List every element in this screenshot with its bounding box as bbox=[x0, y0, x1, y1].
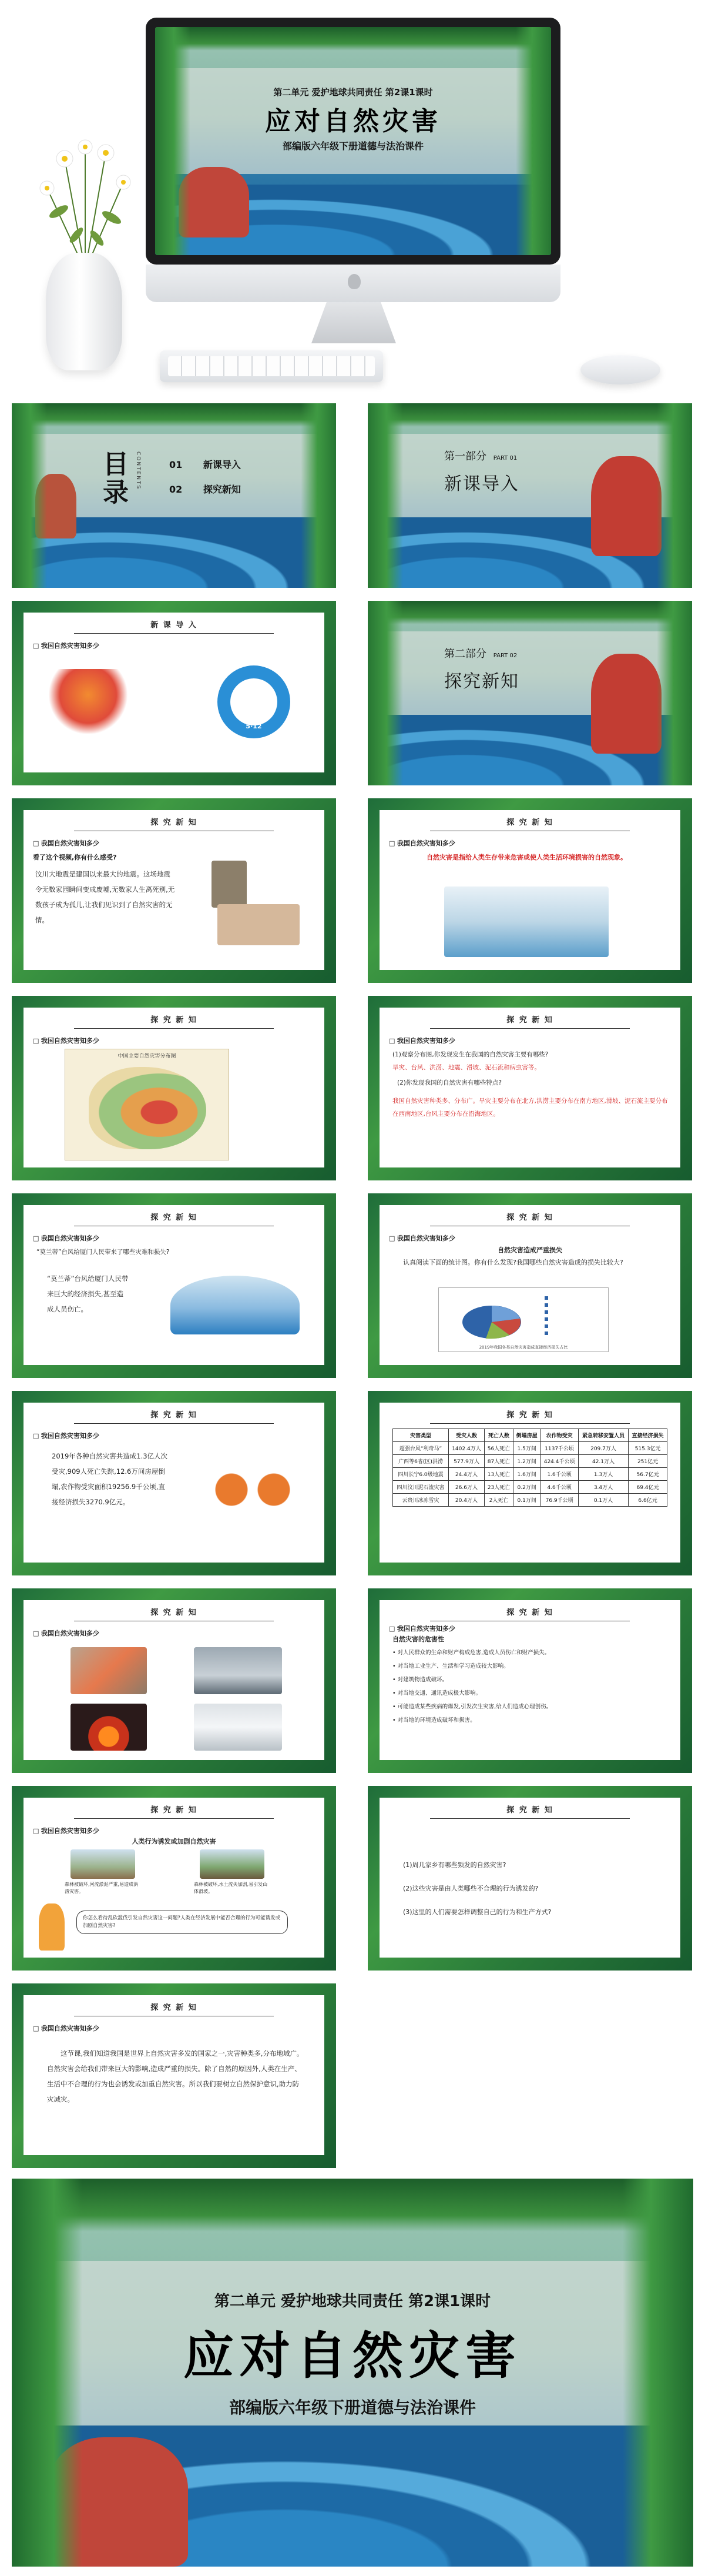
table-cell: 四川汶川泥石流灾害 bbox=[393, 1481, 449, 1494]
image-caption: 森林被破坏,河流淤泥严重,易造成洪涝灾害。 bbox=[65, 1882, 139, 1894]
toc-item-1[interactable] bbox=[169, 457, 241, 471]
slide-body-text: 2019年各种自然灾害共造成1.3亿人次受灾,909人死亡失踪,12.6万间房屋倒塌,农作物受灾面积19256.9千公顷,直接经济损失3270.9亿元。 bbox=[52, 1452, 168, 1506]
deforestation-image-2 bbox=[200, 1849, 264, 1879]
slide-table bbox=[368, 1391, 692, 1575]
table-cell: 0.1万间 bbox=[513, 1494, 540, 1507]
slide-subheading: 自然灾害造成严重损失 bbox=[498, 1246, 562, 1254]
table-cell: 1.6千公顷 bbox=[540, 1468, 578, 1481]
monitor-stand bbox=[311, 302, 396, 343]
table-cell: 69.4亿元 bbox=[629, 1481, 667, 1494]
table-cell: 云贵川冰冻雪灾 bbox=[393, 1494, 449, 1507]
slide-subheading: 人类行为诱发或加剧自然灾害 bbox=[132, 1838, 216, 1845]
slide-section-1 bbox=[368, 403, 692, 588]
image-caption: 森林被破坏,水土流失加剧,易引发山体滑坡。 bbox=[194, 1882, 268, 1894]
deforestation-image-1 bbox=[70, 1849, 135, 1879]
table-row bbox=[393, 1468, 667, 1481]
slide-risks bbox=[368, 1588, 692, 1773]
slide-typhoon bbox=[12, 1193, 336, 1378]
slide-question: □ 我国自然灾害知多少 bbox=[33, 1233, 99, 1243]
slide-body-text: 这节课,我们知道我国是世界上自然灾害多发的国家之一,灾害种类多,分布地域广。自然灾害会给我们带来巨大的影响,造成严重的损失。除了自然的原因外,人类在生产、生活中不合理的行为也会诱发或加重自然灾害。所以我们要树立自然保护意识,助力防灾减灾。 bbox=[47, 2049, 304, 2103]
cover-unit-line: 第二单元 爱护地球共同责任 第2课1课时 bbox=[273, 87, 433, 98]
slide-question: □ 我国自然灾害知多少 bbox=[389, 1233, 455, 1243]
table-cell: 1.6万间 bbox=[513, 1468, 540, 1481]
rescuers-illustration bbox=[591, 456, 662, 556]
chart-caption: 2019年我国各类自然灾害造成直接经济损失占比 bbox=[479, 1345, 568, 1350]
section-part-label: 第二部分 bbox=[444, 648, 486, 660]
table-cell: 87人死亡 bbox=[484, 1455, 513, 1468]
disaster-map bbox=[65, 1049, 229, 1160]
monitor bbox=[146, 18, 560, 265]
typhoon-illustration bbox=[170, 1276, 300, 1334]
slide-heading: 探 究 新 知 bbox=[24, 1211, 324, 1226]
toc-item-2[interactable] bbox=[169, 482, 241, 496]
cover-title: 应对自然灾害 bbox=[183, 2327, 522, 2386]
girl-illustration bbox=[39, 1903, 65, 1951]
table-cell: 515.3亿元 bbox=[629, 1442, 667, 1455]
table-header: 农作物受灾 bbox=[540, 1429, 578, 1442]
table-cell: 四川长宁6.0级地震 bbox=[393, 1468, 449, 1481]
table-row bbox=[393, 1442, 667, 1455]
section-part-label: 第一部分 bbox=[444, 450, 486, 463]
answer-1: 旱灾、台风、洪涝、地震、滑坡、泥石流和病虫害等。 bbox=[392, 1064, 540, 1071]
slide-prompt: 看了这个视频,你有什么感受? bbox=[33, 854, 117, 861]
map-title: 中国主要自然灾害分布图 bbox=[118, 1053, 176, 1059]
table-cell: 0.2万间 bbox=[513, 1481, 540, 1494]
table-cell: 2人死亡 bbox=[484, 1494, 513, 1507]
slide-toc bbox=[12, 403, 336, 588]
slide-question: □ 我国自然灾害知多少 bbox=[33, 1826, 99, 1835]
cover-title: 应对自然灾害 bbox=[265, 106, 441, 136]
slide-question: □ 我国自然灾害知多少 bbox=[33, 2023, 99, 2033]
table-cell: 577.9万人 bbox=[448, 1455, 484, 1468]
table-cell: 1137千公顷 bbox=[540, 1442, 578, 1455]
cover-slide-preview bbox=[155, 27, 551, 255]
toc-heading: 目录 bbox=[98, 450, 128, 507]
slide-question: □ 我国自然灾害知多少 bbox=[33, 641, 99, 650]
table-cell: 广西等6省(区)洪涝 bbox=[393, 1455, 449, 1468]
table-cell: 42.1万人 bbox=[578, 1455, 628, 1468]
question-2: (2)你发现我国的自然灾害有哪些特点? bbox=[397, 1079, 502, 1086]
table-cell: 56.7亿元 bbox=[629, 1468, 667, 1481]
slide-heading: 探 究 新 知 bbox=[380, 1409, 680, 1424]
pie-graphic bbox=[456, 1293, 527, 1346]
table-cell: 76.9千公顷 bbox=[540, 1494, 578, 1507]
question-1: (1)观察分布图,你发现发生在我国的自然灾害主要有哪些? bbox=[392, 1051, 549, 1058]
section-title: 新课导入 bbox=[444, 474, 519, 494]
table-cell: 0.1万人 bbox=[578, 1494, 628, 1507]
badge-text: 5·12 bbox=[246, 722, 262, 730]
answer-2: 我国自然灾害种类多、分布广。旱灾主要分布在北方,洪涝主要分布在南方地区,滑坡、泥石流主要分布在西南地区,台风主要分布在沿海地区。 bbox=[392, 1098, 668, 1118]
table-cell: 56人死亡 bbox=[484, 1442, 513, 1455]
speech-bubble: 你怎么看待乱砍滥伐引发自然灾害这一问题?人类在经济发展中能否合理的行为可能诱发或加剧自然灾害? bbox=[76, 1911, 288, 1934]
list-item: • 对当地交通、通讯造成极大影响。 bbox=[392, 1687, 552, 1700]
list-item: • 对当地工业生产、生活和学习造成较大影响。 bbox=[392, 1660, 552, 1673]
slide-heading: 探 究 新 知 bbox=[380, 1606, 680, 1621]
risk-list bbox=[392, 1646, 552, 1727]
slide-prompt: “莫兰蒂”台风给厦门人民带来了哪些灾难和损失? bbox=[36, 1249, 170, 1256]
rescue-workers-illustration bbox=[200, 1459, 306, 1535]
list-item: • 对人民群众的生命和财产构成危害,造成人员伤亡和财产损失。 bbox=[392, 1646, 552, 1660]
table-header: 倒塌房屋 bbox=[513, 1429, 540, 1442]
slide-body-text: 认真阅读下面的统计图。你有什么发现?我国哪些自然灾害造成的损失比较大? bbox=[403, 1259, 623, 1266]
cover-slide-large bbox=[12, 2179, 693, 2567]
slide-questions bbox=[368, 1786, 692, 1971]
table-cell: 3.4万人 bbox=[578, 1481, 628, 1494]
slide-heading: 探 究 新 知 bbox=[380, 1804, 680, 1819]
section-part-en: PART 02 bbox=[493, 653, 518, 659]
slide-heading: 探 究 新 知 bbox=[24, 1409, 324, 1424]
disaster-table bbox=[392, 1428, 667, 1507]
mouse bbox=[580, 355, 660, 384]
rescue-illustration bbox=[217, 904, 300, 945]
table-cell: 209.7万人 bbox=[578, 1442, 628, 1455]
table-cell: 26.6万人 bbox=[448, 1481, 484, 1494]
toc-item-number: 01 bbox=[169, 459, 183, 470]
disaster-day-badge bbox=[217, 665, 290, 738]
table-row bbox=[393, 1494, 667, 1507]
slide-subheading: 自然灾害的危害性 bbox=[392, 1635, 444, 1643]
slide-definition bbox=[368, 798, 692, 983]
question-item: (3)这里的人们需要怎样调整自己的行为和生产方式? bbox=[403, 1908, 552, 1916]
flood-rescue-photo bbox=[70, 1647, 147, 1694]
toc-item-label: 探究新知 bbox=[203, 484, 241, 495]
section-part-en: PART 01 bbox=[493, 455, 518, 461]
slide-heading: 探 究 新 知 bbox=[24, 1013, 324, 1029]
slide-map bbox=[12, 996, 336, 1180]
table-cell: 24.4万人 bbox=[448, 1468, 484, 1481]
slide-body-text: “莫兰蒂”台风给厦门人民带来巨大的经济损失,甚至造成人员伤亡。 bbox=[47, 1274, 129, 1313]
slide-question: □ 我国自然灾害知多少 bbox=[389, 1624, 455, 1633]
cover-subtitle: 部编版六年级下册道德与法治课件 bbox=[282, 140, 424, 152]
slide-stats bbox=[12, 1391, 336, 1575]
table-header: 受灾人数 bbox=[448, 1429, 484, 1442]
section-part bbox=[444, 448, 517, 463]
table-cell: 1.2万间 bbox=[513, 1455, 540, 1468]
slide-heading: 探 究 新 知 bbox=[380, 1013, 680, 1029]
volcano-photo bbox=[70, 1704, 147, 1751]
toc-heading-en: CONTENTS bbox=[135, 451, 141, 490]
table-cell: 23人死亡 bbox=[484, 1481, 513, 1494]
cover-subtitle: 部编版六年级下册道德与法治课件 bbox=[229, 2398, 476, 2417]
section-title: 探究新知 bbox=[444, 671, 519, 692]
vase bbox=[46, 253, 122, 370]
definition-text: 自然灾害是指给人类生存带来危害或使人类生活环境损害的自然现象。 bbox=[427, 854, 627, 861]
disaster-reduction-logo bbox=[47, 669, 129, 734]
flood-illustration bbox=[444, 886, 609, 957]
table-cell: 1.3万人 bbox=[578, 1468, 628, 1481]
slide-heading: 探 究 新 知 bbox=[380, 816, 680, 831]
slide-intro bbox=[12, 601, 336, 785]
slide-question: □ 我国自然灾害知多少 bbox=[389, 838, 455, 848]
table-cell: 4.6千公顷 bbox=[540, 1481, 578, 1494]
slide-section-2 bbox=[368, 601, 692, 785]
question-item: (2)这些灾害是由人类哪些不合理的行为诱发的? bbox=[403, 1885, 539, 1892]
apple-logo-icon bbox=[348, 274, 361, 289]
list-item: • 对当地的环境造成破坏和损害。 bbox=[392, 1714, 552, 1727]
cover-unit-line: 第二单元 爱护地球共同责任 第2课1课时 bbox=[214, 2293, 491, 2310]
list-item: • 对建筑物造成破坏。 bbox=[392, 1673, 552, 1687]
table-cell: 20.4万人 bbox=[448, 1494, 484, 1507]
slide-heading: 新 课 导 入 bbox=[24, 618, 324, 634]
table-row bbox=[393, 1455, 667, 1468]
table-cell: 超强台风“利奇马” bbox=[393, 1442, 449, 1455]
slide-human-factors bbox=[12, 1786, 336, 1971]
list-item: • 可能造成某些疾病的爆发,引发次生灾害,给人们造成心理创伤。 bbox=[392, 1700, 552, 1714]
slide-heading: 探 究 新 知 bbox=[24, 2001, 324, 2016]
table-header: 灾害类型 bbox=[393, 1429, 449, 1442]
table-cell: 6.6亿元 bbox=[629, 1494, 667, 1507]
section-part bbox=[444, 645, 517, 661]
slide-question: □ 我国自然灾害知多少 bbox=[33, 838, 99, 848]
toc-item-number: 02 bbox=[169, 484, 183, 495]
slide-heading: 探 究 新 知 bbox=[380, 1211, 680, 1226]
table-cell: 251亿元 bbox=[629, 1455, 667, 1468]
table-row bbox=[393, 1481, 667, 1494]
snowstorm-photo bbox=[194, 1704, 282, 1751]
slide-question: □ 我国自然灾害知多少 bbox=[33, 1036, 99, 1045]
table-header-row bbox=[393, 1429, 667, 1442]
table-cell: 13人死亡 bbox=[484, 1468, 513, 1481]
hero-mockup bbox=[0, 0, 705, 400]
slide-question: □ 我国自然灾害知多少 bbox=[33, 1431, 99, 1440]
table-header: 死亡人数 bbox=[484, 1429, 513, 1442]
table-cell: 1402.4万人 bbox=[448, 1442, 484, 1455]
toc-item-label: 新课导入 bbox=[203, 459, 241, 470]
table-header: 直接经济损失 bbox=[629, 1429, 667, 1442]
slide-heading: 探 究 新 知 bbox=[24, 1804, 324, 1819]
rescuers-illustration bbox=[591, 654, 662, 754]
slide-question: □ 我国自然灾害知多少 bbox=[389, 1036, 455, 1045]
slide-heading: 探 究 新 知 bbox=[24, 816, 324, 831]
collapsed-building-illustration bbox=[212, 861, 247, 908]
slide-question: □ 我国自然灾害知多少 bbox=[33, 1628, 99, 1638]
slide-summary bbox=[12, 1983, 336, 2168]
table-header: 紧急转移安置人员 bbox=[578, 1429, 628, 1442]
slide-loss-chart bbox=[368, 1193, 692, 1378]
keyboard bbox=[160, 350, 383, 382]
table-cell: 1.5万间 bbox=[513, 1442, 540, 1455]
slide-distribution bbox=[368, 996, 692, 1180]
slide-body-text: 汶川大地震是建国以来最大的地震。这场地震令无数家园瞬间变成废墟,无数家人生离死别,无数孩子成为孤儿,让我们见识到了自然灾害的无情。 bbox=[35, 870, 175, 924]
typhoon-photo bbox=[194, 1647, 282, 1694]
slide-heading: 探 究 新 知 bbox=[24, 1606, 324, 1621]
table-cell: 424.4千公顷 bbox=[540, 1455, 578, 1468]
loss-pie-chart bbox=[438, 1287, 609, 1352]
flower-bouquet-icon bbox=[24, 135, 147, 270]
slide-photos bbox=[12, 1588, 336, 1773]
question-item: (1)周几家乡有哪些频发的自然灾害? bbox=[403, 1861, 506, 1869]
slide-earthquake bbox=[12, 798, 336, 983]
